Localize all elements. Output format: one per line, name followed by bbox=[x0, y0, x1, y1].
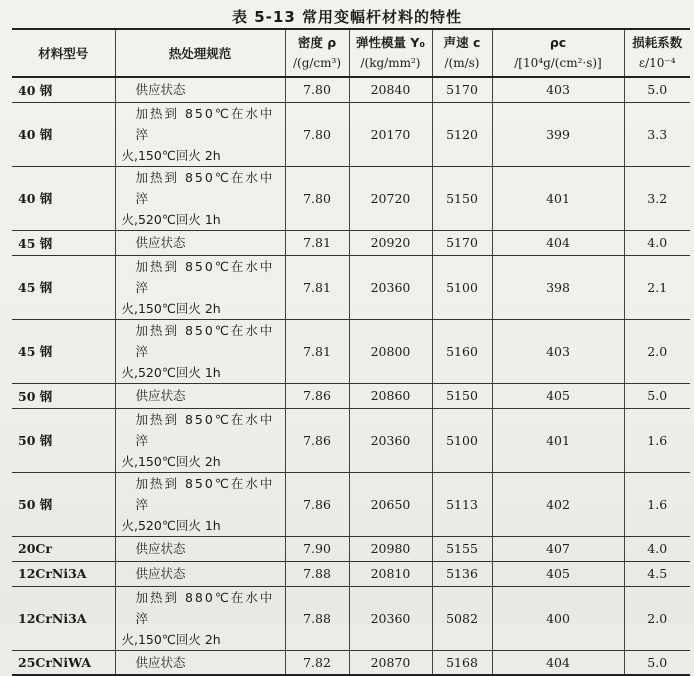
cell-heat-treatment bbox=[115, 319, 285, 383]
cell-density: 7.88 bbox=[285, 586, 349, 650]
cell-loss: 1.6 bbox=[624, 408, 690, 472]
header-density bbox=[285, 29, 349, 77]
cell-heat-treatment bbox=[115, 77, 285, 102]
cell-material: 45 钢 bbox=[12, 230, 115, 255]
cell-material: 12CrNi3A bbox=[12, 561, 115, 586]
table-row bbox=[12, 650, 690, 675]
cell-modulus: 20360 bbox=[349, 586, 432, 650]
cell-heat-treatment bbox=[115, 166, 285, 230]
cell-speed: 5170 bbox=[432, 77, 492, 102]
cell-material: 45 钢 bbox=[12, 319, 115, 383]
header-rhoc bbox=[492, 29, 624, 77]
cell-modulus: 20920 bbox=[349, 230, 432, 255]
cell-heat-treatment bbox=[115, 536, 285, 561]
table-row bbox=[12, 77, 690, 102]
cell-density: 7.86 bbox=[285, 383, 349, 408]
header-density-label: 密度 ρ bbox=[297, 35, 337, 50]
table-row bbox=[12, 255, 690, 319]
cell-heat-line1: 加热到 850℃在水中淬 bbox=[135, 258, 275, 295]
cell-density: 7.80 bbox=[285, 166, 349, 230]
table-row bbox=[12, 383, 690, 408]
cell-heat-line1: 加热到 850℃在水中淬 bbox=[135, 169, 275, 206]
cell-heat-line1: 供应状态 bbox=[135, 654, 186, 670]
cell-modulus: 20840 bbox=[349, 77, 432, 102]
cell-loss: 3.3 bbox=[624, 102, 690, 166]
cell-modulus: 20980 bbox=[349, 536, 432, 561]
cell-material: 50 钢 bbox=[12, 408, 115, 472]
cell-heat-line1: 加热到 850℃在水中淬 bbox=[135, 322, 275, 359]
table-row bbox=[12, 586, 690, 650]
cell-modulus: 20800 bbox=[349, 319, 432, 383]
cell-speed: 5160 bbox=[432, 319, 492, 383]
cell-rhoc: 403 bbox=[492, 319, 624, 383]
cell-material: 50 钢 bbox=[12, 472, 115, 536]
cell-heat-treatment bbox=[115, 102, 285, 166]
cell-heat-line2: 火,150℃回火 2h bbox=[121, 147, 221, 163]
materials-table bbox=[12, 28, 690, 676]
header-rhoc-unit: /[10⁴g/(cm²·s)] bbox=[514, 56, 602, 70]
header-loss-unit: ε/10⁻⁴ bbox=[638, 56, 676, 70]
cell-loss: 2.0 bbox=[624, 586, 690, 650]
header-material: 材料型号 bbox=[12, 29, 115, 77]
cell-loss: 1.6 bbox=[624, 472, 690, 536]
cell-rhoc: 399 bbox=[492, 102, 624, 166]
cell-heat-line1: 供应状态 bbox=[135, 566, 186, 581]
cell-heat-line1: 加热到 880℃在水中淬 bbox=[135, 589, 275, 626]
cell-density: 7.81 bbox=[285, 230, 349, 255]
cell-heat-line2: 火,520℃回火 1h bbox=[121, 364, 221, 380]
cell-modulus: 20360 bbox=[349, 408, 432, 472]
cell-material: 40 钢 bbox=[12, 166, 115, 230]
header-rhoc-label: ρc bbox=[549, 35, 567, 50]
table-row bbox=[12, 102, 690, 166]
cell-material: 40 钢 bbox=[12, 102, 115, 166]
cell-rhoc: 401 bbox=[492, 408, 624, 472]
cell-heat-line2: 火,520℃回火 1h bbox=[121, 517, 221, 533]
cell-rhoc: 404 bbox=[492, 230, 624, 255]
cell-heat-line1: 加热到 850℃在水中淬 bbox=[135, 105, 275, 142]
table-row bbox=[12, 561, 690, 586]
header-modulus-label: 弹性模量 Y₀ bbox=[356, 35, 425, 50]
header-speed bbox=[432, 29, 492, 77]
cell-heat-line1: 供应状态 bbox=[135, 82, 186, 98]
cell-heat-line1: 供应状态 bbox=[135, 235, 186, 250]
cell-material: 40 钢 bbox=[12, 77, 115, 102]
header-speed-label: 声速 c bbox=[443, 35, 481, 50]
cell-heat-treatment bbox=[115, 383, 285, 408]
table-row bbox=[12, 408, 690, 472]
cell-heat-treatment bbox=[115, 586, 285, 650]
cell-heat-line2: 火,520℃回火 1h bbox=[121, 211, 221, 227]
cell-rhoc: 398 bbox=[492, 255, 624, 319]
cell-density: 7.82 bbox=[285, 650, 349, 675]
cell-loss: 5.0 bbox=[624, 383, 690, 408]
cell-heat-line2: 火,150℃回火 2h bbox=[121, 300, 221, 316]
cell-speed: 5150 bbox=[432, 166, 492, 230]
cell-rhoc: 400 bbox=[492, 586, 624, 650]
cell-rhoc: 404 bbox=[492, 650, 624, 675]
table-row bbox=[12, 319, 690, 383]
table-title: 表 5-13 常用变幅杆材料的特性 bbox=[232, 8, 462, 26]
cell-material: 20Cr bbox=[12, 536, 115, 561]
header-loss-label: 损耗系数 bbox=[632, 35, 683, 50]
header-speed-unit: /(m/s) bbox=[444, 56, 480, 70]
header-modulus bbox=[349, 29, 432, 77]
header-modulus-unit: /(kg/mm²) bbox=[360, 56, 421, 70]
cell-modulus: 20720 bbox=[349, 166, 432, 230]
cell-loss: 3.2 bbox=[624, 166, 690, 230]
cell-rhoc: 402 bbox=[492, 472, 624, 536]
cell-heat-line1: 供应状态 bbox=[135, 541, 186, 556]
header-heat-treatment: 热处理规范 bbox=[115, 29, 285, 77]
cell-density: 7.90 bbox=[285, 536, 349, 561]
cell-density: 7.81 bbox=[285, 255, 349, 319]
cell-speed: 5082 bbox=[432, 586, 492, 650]
cell-speed: 5120 bbox=[432, 102, 492, 166]
cell-material: 12CrNi3A bbox=[12, 586, 115, 650]
cell-speed: 5100 bbox=[432, 255, 492, 319]
cell-speed: 5150 bbox=[432, 383, 492, 408]
cell-loss: 5.0 bbox=[624, 77, 690, 102]
cell-heat-treatment bbox=[115, 255, 285, 319]
cell-heat-treatment bbox=[115, 650, 285, 675]
cell-heat-treatment bbox=[115, 408, 285, 472]
cell-loss: 4.0 bbox=[624, 230, 690, 255]
cell-material: 50 钢 bbox=[12, 383, 115, 408]
cell-heat-treatment bbox=[115, 561, 285, 586]
cell-speed: 5136 bbox=[432, 561, 492, 586]
table-row bbox=[12, 472, 690, 536]
table-body bbox=[12, 77, 690, 675]
cell-speed: 5168 bbox=[432, 650, 492, 675]
cell-modulus: 20360 bbox=[349, 255, 432, 319]
cell-rhoc: 401 bbox=[492, 166, 624, 230]
cell-modulus: 20870 bbox=[349, 650, 432, 675]
cell-loss: 5.0 bbox=[624, 650, 690, 675]
cell-heat-line2: 火,150℃回火 2h bbox=[121, 631, 221, 647]
cell-modulus: 20810 bbox=[349, 561, 432, 586]
cell-speed: 5100 bbox=[432, 408, 492, 472]
cell-loss: 4.5 bbox=[624, 561, 690, 586]
cell-heat-treatment bbox=[115, 472, 285, 536]
cell-heat-line1: 供应状态 bbox=[135, 388, 186, 403]
cell-density: 7.81 bbox=[285, 319, 349, 383]
cell-modulus: 20650 bbox=[349, 472, 432, 536]
cell-heat-line2: 火,150℃回火 2h bbox=[121, 453, 221, 469]
cell-loss: 2.0 bbox=[624, 319, 690, 383]
cell-loss: 2.1 bbox=[624, 255, 690, 319]
header-density-unit: /(g/cm³) bbox=[292, 56, 342, 70]
cell-density: 7.80 bbox=[285, 102, 349, 166]
cell-density: 7.86 bbox=[285, 408, 349, 472]
cell-rhoc: 405 bbox=[492, 383, 624, 408]
cell-material: 45 钢 bbox=[12, 255, 115, 319]
cell-rhoc: 405 bbox=[492, 561, 624, 586]
header-row bbox=[12, 29, 690, 77]
cell-density: 7.88 bbox=[285, 561, 349, 586]
cell-speed: 5170 bbox=[432, 230, 492, 255]
cell-modulus: 20170 bbox=[349, 102, 432, 166]
cell-heat-treatment bbox=[115, 230, 285, 255]
cell-modulus: 20860 bbox=[349, 383, 432, 408]
cell-density: 7.86 bbox=[285, 472, 349, 536]
table-row bbox=[12, 230, 690, 255]
cell-heat-line1: 加热到 850℃在水中淬 bbox=[135, 475, 275, 512]
cell-speed: 5113 bbox=[432, 472, 492, 536]
cell-rhoc: 403 bbox=[492, 77, 624, 102]
table-row bbox=[12, 536, 690, 561]
cell-material: 25CrNiWA bbox=[12, 650, 115, 675]
table-row bbox=[12, 166, 690, 230]
header-loss bbox=[624, 29, 690, 77]
cell-density: 7.80 bbox=[285, 77, 349, 102]
cell-speed: 5155 bbox=[432, 536, 492, 561]
cell-loss: 4.0 bbox=[624, 536, 690, 561]
cell-heat-line1: 加热到 850℃在水中淬 bbox=[135, 411, 275, 448]
cell-rhoc: 407 bbox=[492, 536, 624, 561]
